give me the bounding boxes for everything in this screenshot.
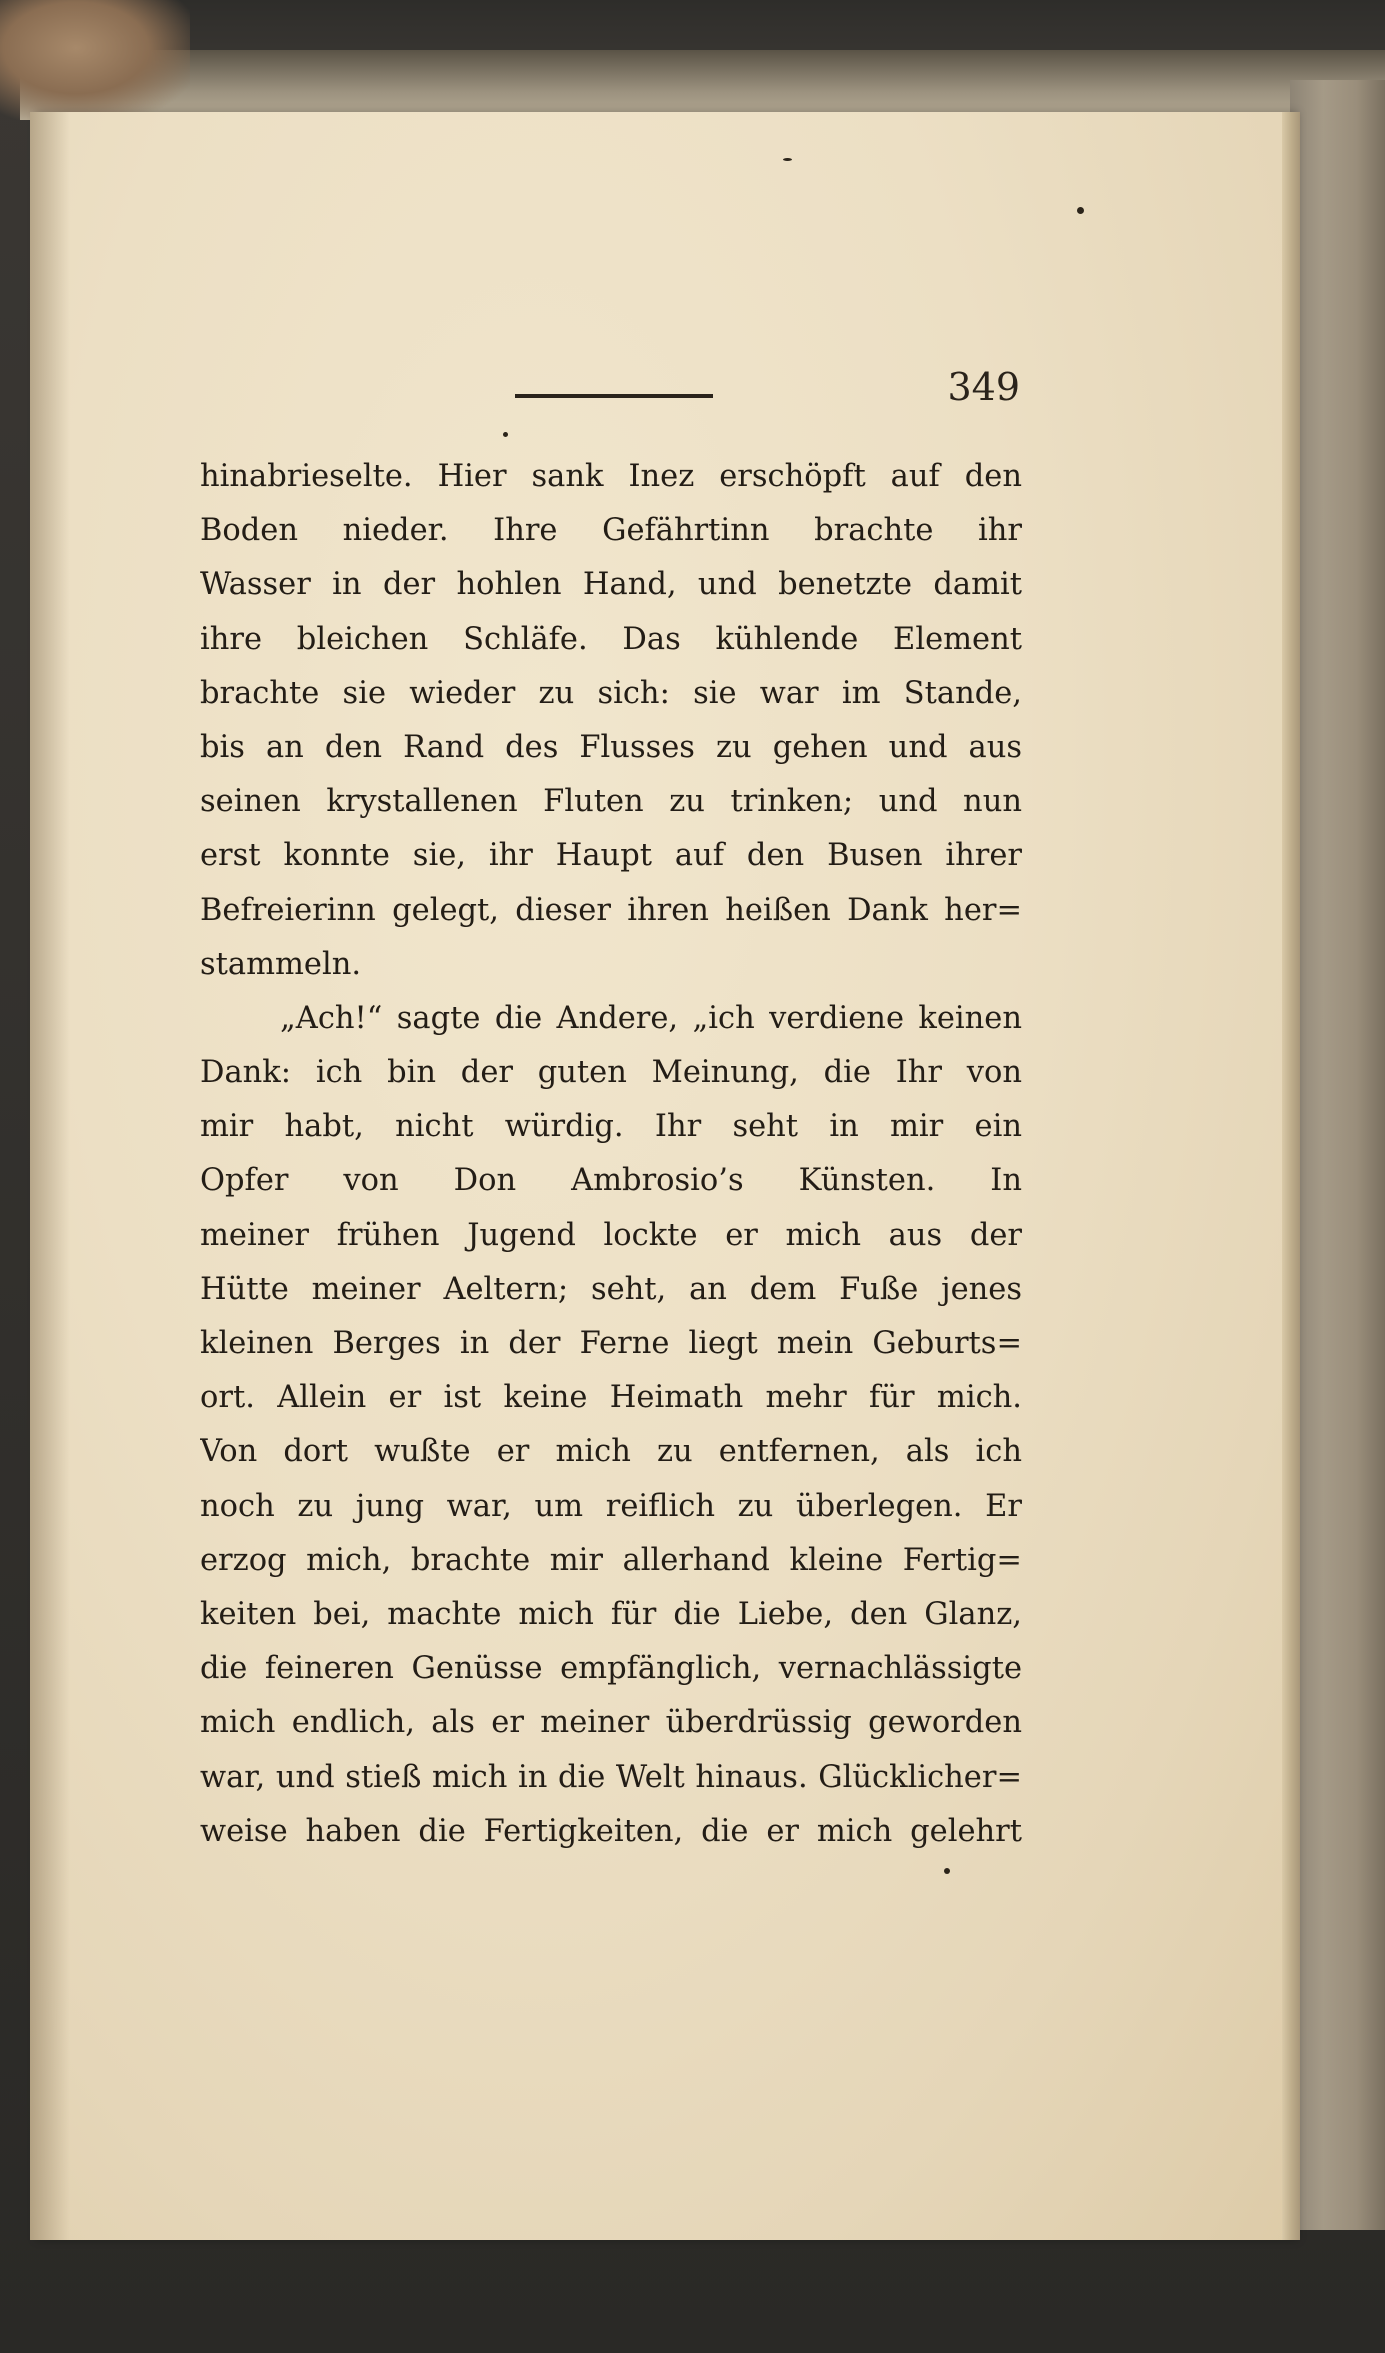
text-line: erst konnte sie, ihr Haupt auf den Busen ihrer (200, 838, 1022, 874)
text-line: ihre bleichen Schläfe. Das kühlende Element (200, 621, 1022, 657)
text-line: Befreierinn gelegt, dieser ihren heißen Dank her= (200, 892, 1022, 928)
ink-speck (944, 1868, 950, 1874)
text-line: erzog mich, brachte mir allerhand kleine Fertig= (200, 1542, 1022, 1578)
header-rule (515, 394, 713, 398)
text-line: meiner frühen Jugend lockte er mich aus der (200, 1217, 1022, 1253)
page-edge (1282, 112, 1300, 2240)
text-line: Opfer von Don Ambrosio’s Künsten. In (200, 1163, 1022, 1199)
text-line: Hütte meiner Aeltern; seht, an dem Fuße jenes (200, 1271, 1022, 1307)
text-line: weise haben die Fertigkeiten, die er mich gelehrt (200, 1813, 1022, 1849)
text-line: hinabrieselte. Hier sank Inez erschöpft auf den (200, 459, 1022, 494)
book-cover-board-top (20, 50, 1385, 120)
text-line: brachte sie wieder zu sich: sie war im Stande, (200, 675, 1022, 711)
text-line: kleinen Berges in der Ferne liegt mein Geburts= (200, 1326, 1022, 1361)
ink-speck (1077, 207, 1084, 214)
text-line: mir habt, nicht würdig. Ihr seht in mir ein (200, 1109, 1022, 1145)
text-line: seinen krystallenen Fluten zu trinken; und nun (200, 784, 1022, 820)
text-line: stammeln. (200, 946, 362, 982)
text-line: Von dort wußte er mich zu entfernen, als ich (200, 1434, 1022, 1470)
text-line: die feineren Genüsse empfänglich, vernachlässigte (200, 1651, 1022, 1687)
text-line: ort. Allein er ist keine Heimath mehr für mich. (200, 1380, 1022, 1416)
body-text (200, 450, 1022, 1859)
text-line: war, und stieß mich in die Welt hinaus. Glücklicher= (200, 1759, 1022, 1795)
text-line: bis an den Rand des Flusses zu gehen und aus (200, 729, 1022, 765)
ink-speck (503, 432, 508, 437)
worn-corner (0, 0, 190, 120)
text-line: keiten bei, machte mich für die Liebe, den Glanz, (200, 1596, 1022, 1632)
text-line: „Ach!“ sagte die Andere, „ich verdiene keinen (280, 1000, 1022, 1036)
text-line: mich endlich, als er meiner überdrüssig geworden (200, 1705, 1022, 1741)
page-number: 349 (947, 365, 1020, 409)
text-line: Wasser in der hohlen Hand, und benetzte damit (200, 567, 1022, 603)
gutter-shadow (30, 112, 70, 2240)
text-line: Boden nieder. Ihre Gefährtinn brachte ihr (200, 513, 1022, 549)
text-line: noch zu jung war, um reiflich zu überlegen. Er (200, 1488, 1022, 1524)
text-line: Dank: ich bin der guten Meinung, die Ihr von (200, 1055, 1022, 1091)
book-cover-board-right (1290, 80, 1385, 2230)
ink-speck (783, 158, 792, 161)
